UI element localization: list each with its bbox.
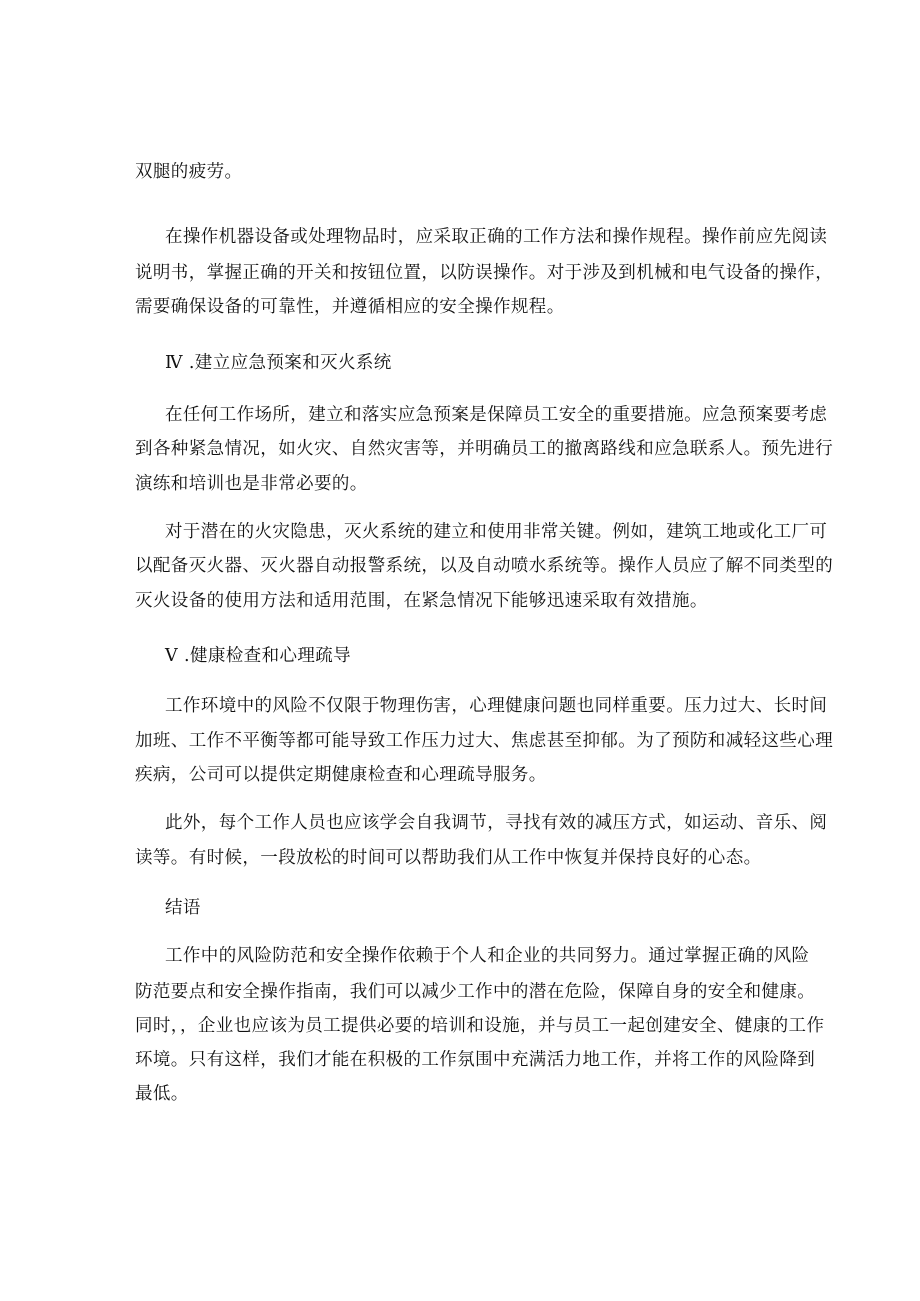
section-heading: Ⅳ .建立应急预案和灭火系统 xyxy=(165,353,392,373)
paragraph-line: 环境。只有这样，我们才能在积极的工作氛围中充满活力地工作，并将工作的风险降到 xyxy=(135,1050,816,1070)
section-heading: 结语 xyxy=(165,898,201,918)
paragraph-line: 在任何工作场所，建立和落实应急预案是保障员工安全的重要措施。应急预案要考虑 xyxy=(165,405,828,425)
paragraph-line: 演练和培训也是非常必要的。 xyxy=(135,474,368,494)
section-heading: Ⅴ .健康检查和心理疏导 xyxy=(165,646,352,666)
paragraph-line: 在操作机器设备或处理物品时，应采取正确的工作方法和操作规程。操作前应先阅读 xyxy=(165,227,828,247)
paragraph-line: 最低。 xyxy=(135,1084,189,1104)
paragraph-line: 需要确保设备的可靠性，并遵循相应的安全操作规程。 xyxy=(135,297,565,317)
paragraph-line: 灭火设备的使用方法和适用范围，在紧急情况下能够迅速采取有效措施。 xyxy=(135,591,708,611)
paragraph-line: 此外，每个工作人员也应该学会自我调节，寻找有效的减压方式，如运动、音乐、阅 xyxy=(165,813,828,833)
paragraph-line: 对于潜在的火灾隐患，灭火系统的建立和使用非常关键。例如，建筑工地或化工厂可 xyxy=(165,522,828,542)
paragraph-line: 到各种紧急情况，如火灾、自然灾害等，并明确员工的撤离路线和应急联系人。预先进行 xyxy=(135,439,834,459)
paragraph-line: 同时，，企业也应该为员工提供必要的培训和设施，并与员工一起创建安全、健康的工作 xyxy=(135,1016,825,1036)
paragraph-line: 读等。有时候，一段放松的时间可以帮助我们从工作中恢复并保持良好的心态。 xyxy=(135,848,762,868)
paragraph-line: 工作中的风险防范和安全操作依赖于个人和企业的共同努力。通过掌握正确的风险 xyxy=(165,946,810,966)
paragraph-line: 加班、工作不平衡等都可能导致工作压力过大、焦虑甚至抑郁。为了预防和减轻这些心理 xyxy=(135,731,834,751)
paragraph-line: 疾病，公司可以提供定期健康检查和心理疏导服务。 xyxy=(135,765,547,785)
paragraph-line: 双腿的疲劳。 xyxy=(135,162,243,182)
paragraph-line: 以配备灭火器、灭火器自动报警系统，以及自动喷水系统等。操作人员应了解不同类型的 xyxy=(135,556,834,576)
paragraph-line: 工作环境中的风险不仅限于物理伤害，心理健康问题也同样重要。压力过大、长时间 xyxy=(165,696,828,716)
paragraph-line: 防范要点和安全操作指南，我们可以减少工作中的潜在危险，保障自身的安全和健康。 xyxy=(135,982,816,1002)
paragraph-line: 说明书，掌握正确的开关和按钮位置，以防误操作。对于涉及到机械和电气设备的操作， xyxy=(135,263,834,283)
